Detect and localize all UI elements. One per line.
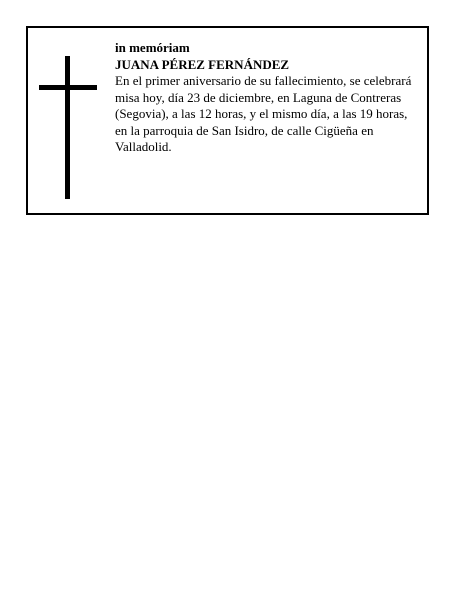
notice-text [115, 40, 420, 156]
notice-kicker: in memóriam [115, 40, 190, 55]
deceased-name: JUANA PÉREZ FERNÁNDEZ [115, 57, 290, 72]
memorial-notice [26, 26, 429, 215]
cross-horizontal-bar [39, 85, 97, 90]
cross-vertical-bar [65, 56, 70, 199]
notice-body: En el primer aniversario de su fallecimiento, se celebrará misa hoy, día 23 de diciembre, en Laguna de Contreras (Segovia), a las 12 horas, y el mismo día, a las 19 horas, en la parroquia de San Isidro, de calle Cigüeña en Valladolid. [115, 73, 412, 155]
